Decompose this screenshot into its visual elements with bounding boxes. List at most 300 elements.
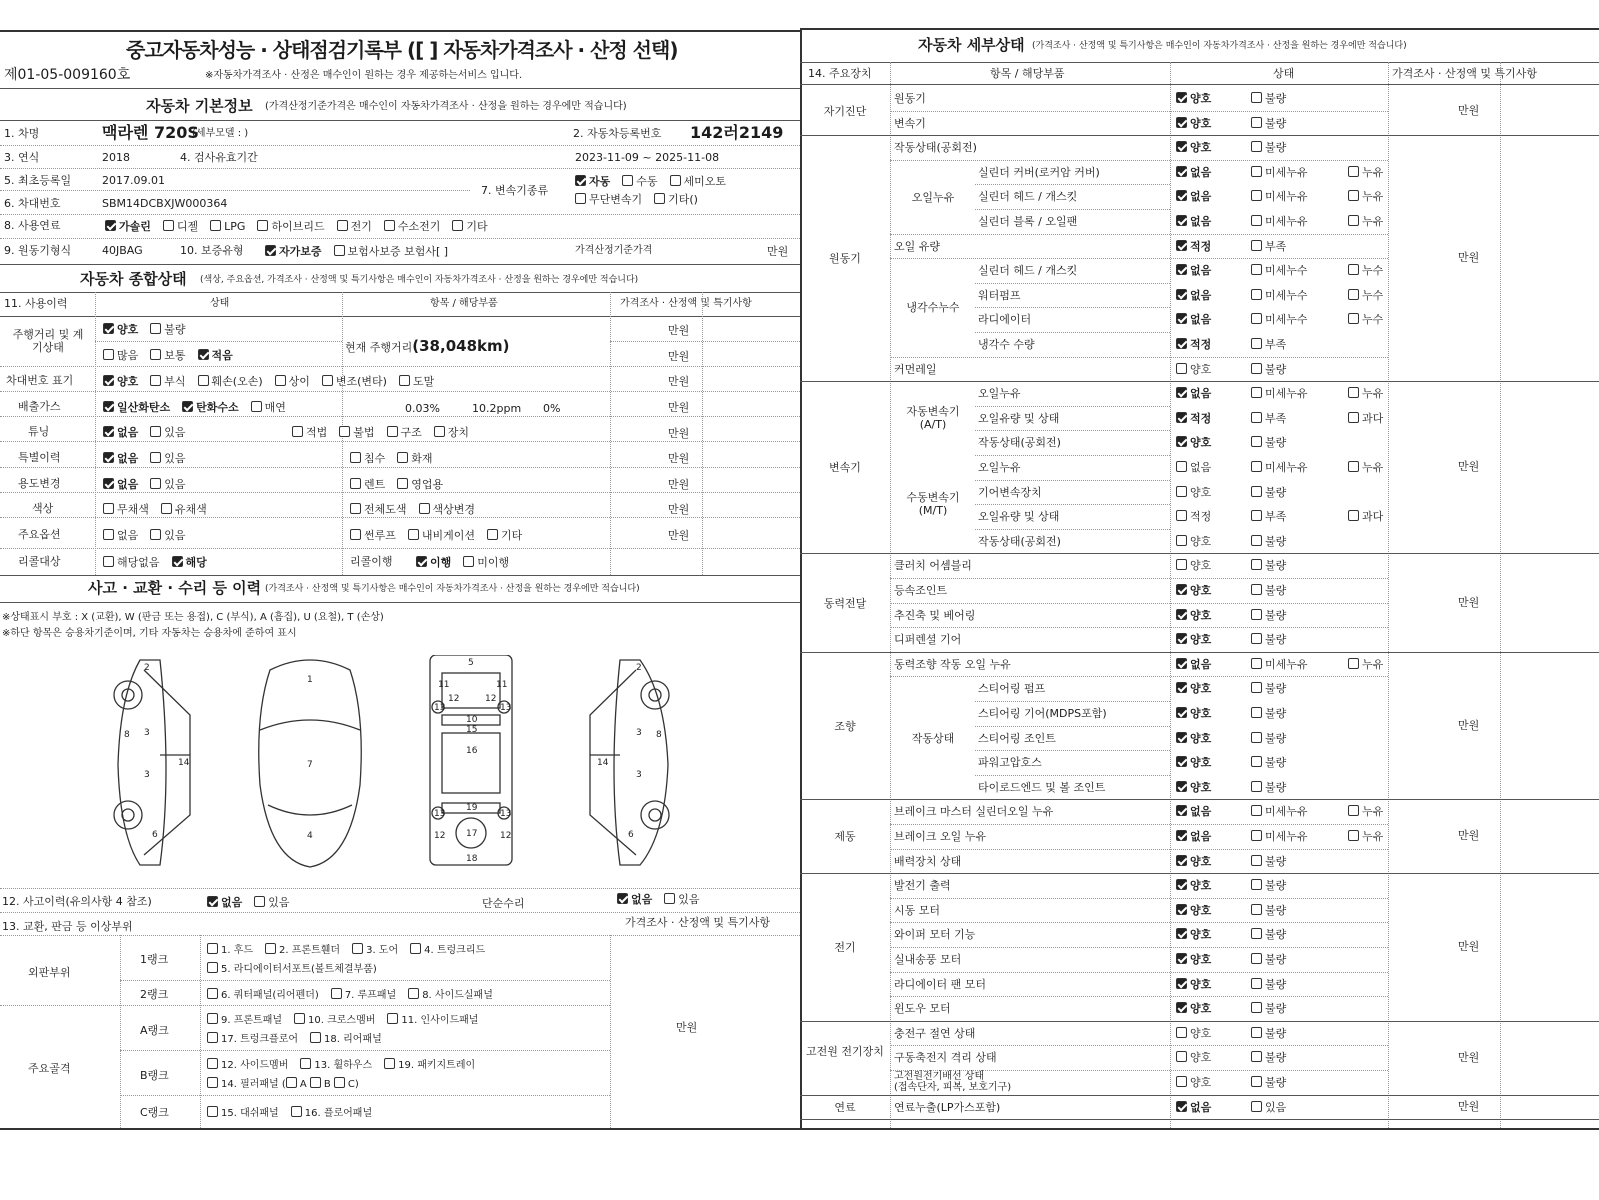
- checkbox-checked[interactable]: [172, 556, 183, 567]
- detail-state-options: [1176, 461, 1445, 473]
- group-divider: [800, 1021, 1599, 1022]
- detail-item-label: 작동상태(공회전): [978, 436, 1061, 450]
- checkbox-checked[interactable]: [617, 893, 628, 904]
- checkbox[interactable]: [1348, 313, 1359, 324]
- reg-number-label: 2. 자동차등록번호: [573, 127, 662, 140]
- checkbox-checked[interactable]: [1176, 289, 1187, 300]
- checkbox-checked[interactable]: [103, 401, 114, 412]
- detail-item-label: 오일유량 및 상태: [978, 510, 1060, 524]
- checkbox[interactable]: [1251, 781, 1262, 792]
- diagram-num: 7: [307, 760, 313, 770]
- checkbox[interactable]: [1251, 584, 1262, 595]
- checkbox[interactable]: [664, 893, 675, 904]
- mileage-label: 주행거리 및 계기상태: [12, 328, 84, 354]
- checkbox[interactable]: [1348, 830, 1359, 841]
- checkbox[interactable]: [1251, 1076, 1262, 1087]
- unit-label: 만원: [1458, 460, 1480, 474]
- checkbox-checked[interactable]: [1176, 609, 1187, 620]
- car-diagram: [100, 655, 700, 885]
- checkbox-checked[interactable]: [1176, 584, 1187, 595]
- state-option: 누유: [1348, 658, 1433, 670]
- state-option: 불량: [1251, 1027, 1336, 1039]
- state-option: 없음: [1176, 166, 1239, 178]
- state-option: 적정: [1176, 510, 1239, 522]
- checkbox[interactable]: [310, 1032, 321, 1043]
- state-option: 미세누유: [1251, 461, 1336, 473]
- checkbox-checked[interactable]: [1176, 1002, 1187, 1013]
- checkbox[interactable]: [622, 175, 633, 186]
- checkbox-checked[interactable]: [1176, 855, 1187, 866]
- checkbox[interactable]: [257, 220, 268, 231]
- checkbox[interactable]: [207, 962, 218, 973]
- col-item: 항목 / 해당부품: [430, 298, 498, 309]
- detail-item-label: 오일누유: [978, 387, 1021, 401]
- unit-label: 만원: [1458, 103, 1480, 117]
- special-options: 없음 있음: [103, 452, 198, 464]
- row-divider: [975, 480, 1170, 481]
- state-option: 없음: [1176, 313, 1239, 325]
- detail-item-label: 구동축전지 격리 상태: [894, 1051, 997, 1065]
- detail-item-label: 타이로드엔드 및 볼 조인트: [978, 780, 1106, 794]
- checkbox[interactable]: [1251, 830, 1262, 841]
- checkbox[interactable]: [1251, 732, 1262, 743]
- checkbox[interactable]: [1251, 461, 1262, 472]
- checkbox[interactable]: [452, 220, 463, 231]
- checkbox[interactable]: [161, 503, 172, 514]
- checkbox-checked[interactable]: [1176, 707, 1187, 718]
- checkbox-checked[interactable]: [1176, 732, 1187, 743]
- checkbox-checked[interactable]: [1176, 879, 1187, 890]
- checkbox[interactable]: [207, 1106, 218, 1117]
- checkbox[interactable]: [1348, 190, 1359, 201]
- state-option: 미세누유: [1251, 387, 1336, 399]
- detail-item-label: 기어변속장치: [978, 485, 1042, 499]
- diagram-num: 16: [466, 746, 478, 756]
- checkbox[interactable]: [103, 349, 114, 360]
- unit-label: 만원: [668, 324, 690, 337]
- checkbox-checked[interactable]: [1176, 953, 1187, 964]
- checkbox-checked[interactable]: [103, 426, 114, 437]
- detail-item-label: 연료누출(LP가스포함): [894, 1100, 1001, 1114]
- unit-label: 만원: [1458, 1050, 1480, 1064]
- checkbox[interactable]: [331, 988, 342, 999]
- checkbox[interactable]: [207, 1058, 218, 1069]
- state-option: 양호: [1176, 117, 1239, 129]
- checkbox[interactable]: [291, 1106, 302, 1117]
- state-option: 미세누유: [1251, 190, 1336, 202]
- state-option: 불량: [1251, 117, 1336, 129]
- accident-heading: 사고 · 교환 · 수리 등 이력: [88, 579, 262, 597]
- checkbox-checked[interactable]: [1176, 928, 1187, 939]
- diagram-num: 18: [466, 854, 478, 864]
- state-option: 미세누유: [1251, 658, 1336, 670]
- checkbox[interactable]: [350, 529, 361, 540]
- fuel-label: 8. 사용연료: [4, 219, 61, 232]
- checkbox-checked[interactable]: [1176, 830, 1187, 841]
- unit-label: 만원: [668, 427, 690, 440]
- checkbox-checked[interactable]: [1176, 313, 1187, 324]
- detail-state-options: [1176, 190, 1445, 202]
- checkbox-checked[interactable]: [1176, 436, 1187, 447]
- first-reg-label: 5. 최초등록일: [4, 174, 72, 187]
- diagram-num: 15: [466, 725, 478, 735]
- checkbox[interactable]: [207, 1077, 218, 1088]
- detail-item-label: 시동 모터: [894, 903, 941, 917]
- checkbox-checked[interactable]: [1176, 338, 1187, 349]
- detail-state-options: [1176, 928, 1348, 940]
- checkbox[interactable]: [207, 1013, 218, 1024]
- checkbox-checked[interactable]: [1176, 264, 1187, 275]
- checkbox[interactable]: [251, 401, 262, 412]
- checkbox[interactable]: [1251, 264, 1262, 275]
- diagram-num: 14: [597, 758, 609, 768]
- detail-state-options: [1176, 1002, 1348, 1014]
- mileage-state-1: 양호 불량: [103, 323, 198, 335]
- checkbox-checked[interactable]: [1176, 756, 1187, 767]
- checkbox[interactable]: [1251, 141, 1262, 152]
- state-option: 양호: [1176, 928, 1239, 940]
- row-divider: [890, 996, 1388, 997]
- checkbox[interactable]: [265, 943, 276, 954]
- checkbox[interactable]: [1251, 240, 1262, 251]
- state-option: 있음: [1251, 1101, 1336, 1113]
- checkbox[interactable]: [1176, 1076, 1187, 1087]
- checkbox[interactable]: [1348, 387, 1359, 398]
- checkbox[interactable]: [254, 896, 265, 907]
- checkbox[interactable]: [1251, 289, 1262, 300]
- checkbox[interactable]: [1251, 559, 1262, 570]
- checkbox[interactable]: [1251, 313, 1262, 324]
- checkbox[interactable]: [1251, 682, 1262, 693]
- checkbox-checked[interactable]: [1176, 166, 1187, 177]
- checkbox[interactable]: [1348, 412, 1359, 423]
- checkbox-checked[interactable]: [416, 556, 427, 567]
- checkbox[interactable]: [1348, 215, 1359, 226]
- checkbox[interactable]: [1251, 978, 1262, 989]
- detail-item-label: 발전기 출력: [894, 879, 951, 893]
- checkbox[interactable]: [150, 452, 161, 463]
- checkbox[interactable]: [1348, 510, 1359, 521]
- checkbox-checked[interactable]: [198, 349, 209, 360]
- checkbox[interactable]: [292, 426, 303, 437]
- warranty-options: 자가보증 보험사보증 보험사[ ]: [265, 245, 460, 257]
- checkbox-checked[interactable]: [103, 478, 114, 489]
- checkbox[interactable]: [350, 478, 361, 489]
- checkbox-checked[interactable]: [1176, 387, 1187, 398]
- checkbox[interactable]: [1251, 387, 1262, 398]
- checkbox[interactable]: [1176, 559, 1187, 570]
- checkbox[interactable]: [387, 1013, 398, 1024]
- checkbox-checked[interactable]: [103, 452, 114, 463]
- checkbox[interactable]: [1251, 117, 1262, 128]
- unit-label: 만원: [668, 503, 690, 516]
- checkbox-checked[interactable]: [265, 245, 276, 256]
- detail-state-options: [1176, 240, 1348, 252]
- checkbox[interactable]: [1251, 1101, 1262, 1112]
- row-divider: [890, 357, 1388, 358]
- rank-1-items-2: 5. 라디에이터서포트(볼트체결부품): [207, 962, 389, 975]
- checkbox[interactable]: [1176, 486, 1187, 497]
- transmission-options-1: 자동 수동 세미오토: [575, 175, 738, 187]
- checkbox[interactable]: [1251, 166, 1262, 177]
- diagram-num: 19: [466, 803, 478, 813]
- state-option: 불량: [1251, 756, 1336, 768]
- state-option: 없음: [1176, 190, 1239, 202]
- state-option: 불량: [1251, 633, 1336, 645]
- detail-item-label: 실내송풍 모터: [894, 953, 962, 966]
- recall-done-label: 리콜이행: [350, 555, 393, 568]
- checkbox-checked[interactable]: [1176, 190, 1187, 201]
- checkbox[interactable]: [198, 375, 209, 386]
- checkbox[interactable]: [397, 452, 408, 463]
- checkbox[interactable]: [1251, 855, 1262, 866]
- checkbox[interactable]: [1251, 363, 1262, 374]
- checkbox[interactable]: [350, 452, 361, 463]
- checkbox-checked[interactable]: [1176, 978, 1187, 989]
- detail-item-label: 파워고압호스: [978, 756, 1042, 770]
- row-divider: [890, 676, 1388, 677]
- state-option: 없음: [1176, 658, 1239, 670]
- checkbox[interactable]: [1251, 190, 1262, 201]
- checkbox[interactable]: [410, 943, 421, 954]
- checkbox[interactable]: [334, 1077, 345, 1088]
- detail-item-label: 클러치 어셈블리: [894, 559, 972, 573]
- state-option: 없음: [1176, 289, 1239, 301]
- vin-mark-options: 양호 부식 훼손(오손) 상이 변조(변타) 도말: [103, 375, 446, 387]
- checkbox[interactable]: [103, 503, 114, 514]
- detail-state-options: [1176, 559, 1348, 571]
- checkbox-checked[interactable]: [1176, 141, 1187, 152]
- vin-mark-label: 차대번호 표기: [6, 374, 74, 387]
- detail-state-options: [1176, 486, 1348, 498]
- detail-state-options: [1176, 1027, 1348, 1039]
- checkbox-checked[interactable]: [1176, 215, 1187, 226]
- checkbox[interactable]: [1251, 928, 1262, 939]
- checkbox[interactable]: [339, 426, 350, 437]
- checkbox-checked[interactable]: [207, 896, 218, 907]
- checkbox[interactable]: [150, 426, 161, 437]
- checkbox[interactable]: [207, 943, 218, 954]
- state-option: 양호: [1176, 855, 1239, 867]
- state-option: 불량: [1251, 855, 1336, 867]
- checkbox[interactable]: [384, 1058, 395, 1069]
- diagram-num: 8: [124, 730, 130, 740]
- checkbox-checked[interactable]: [182, 401, 193, 412]
- detail-state-options: [1176, 879, 1348, 891]
- detail-item-label: 스티어링 기어(MDPS포함): [978, 707, 1107, 720]
- checkbox[interactable]: [1251, 412, 1262, 423]
- diagram-num: 2: [636, 663, 642, 673]
- checkbox[interactable]: [1348, 805, 1359, 816]
- checkbox[interactable]: [654, 193, 665, 204]
- checkbox[interactable]: [1348, 166, 1359, 177]
- checkbox[interactable]: [1251, 1027, 1262, 1038]
- detail-state-options: [1176, 215, 1445, 227]
- unit-label: 만원: [1458, 595, 1480, 609]
- checkbox[interactable]: [487, 529, 498, 540]
- checkbox[interactable]: [286, 1077, 297, 1088]
- checkbox[interactable]: [408, 988, 419, 999]
- checkbox[interactable]: [150, 375, 161, 386]
- checkbox[interactable]: [1251, 510, 1262, 521]
- state-option: 양호: [1176, 92, 1239, 104]
- state-option: 누유: [1348, 830, 1433, 842]
- checkbox[interactable]: [670, 175, 681, 186]
- basic-info-heading: 자동차 기본정보: [146, 97, 253, 115]
- checkbox-checked[interactable]: [575, 175, 586, 186]
- checkbox[interactable]: [1251, 953, 1262, 964]
- checkbox-checked[interactable]: [103, 323, 114, 334]
- checkbox[interactable]: [1348, 289, 1359, 300]
- checkbox[interactable]: [1176, 1051, 1187, 1062]
- checkbox[interactable]: [300, 1058, 311, 1069]
- checkbox[interactable]: [150, 323, 161, 334]
- checkbox-checked[interactable]: [1176, 1101, 1187, 1112]
- checkbox[interactable]: [1251, 707, 1262, 718]
- checkbox[interactable]: [397, 478, 408, 489]
- diagram-num: 2: [144, 663, 150, 673]
- group-divider: [800, 381, 1599, 382]
- state-option: 양호: [1176, 633, 1239, 645]
- checkbox-checked[interactable]: [105, 220, 116, 231]
- diagram-num: 6: [628, 830, 634, 840]
- checkbox[interactable]: [207, 1032, 218, 1043]
- diagram-num: 13: [434, 809, 446, 819]
- state-option: 양호: [1176, 978, 1239, 990]
- detail-heading: 자동차 세부상태: [918, 36, 1025, 54]
- checkbox[interactable]: [1348, 264, 1359, 275]
- detail-state-options: [1176, 732, 1348, 744]
- state-option: 과다: [1348, 510, 1433, 522]
- checkbox[interactable]: [150, 349, 161, 360]
- group-divider: [800, 553, 1599, 554]
- checkbox[interactable]: [150, 478, 161, 489]
- checkbox[interactable]: [207, 988, 218, 999]
- sub-group-label: 냉각수누수: [906, 301, 960, 315]
- checkbox[interactable]: [103, 556, 114, 567]
- row-divider: [975, 455, 1170, 456]
- main-option-options: 없음 있음: [103, 529, 198, 541]
- special-history-label: 특별이력: [18, 451, 61, 464]
- checkbox[interactable]: [1251, 609, 1262, 620]
- checkbox[interactable]: [387, 426, 398, 437]
- emission-label: 배출가스: [18, 400, 61, 413]
- detail-item-label: 작동상태(공회전): [978, 534, 1061, 548]
- engine-type-value: 40JBAG: [102, 244, 143, 257]
- checkbox[interactable]: [1251, 879, 1262, 890]
- price-basis-label: 가격산정기준가격: [575, 245, 653, 256]
- checkbox[interactable]: [1348, 461, 1359, 472]
- checkbox[interactable]: [1251, 535, 1262, 546]
- diagram-num: 14: [178, 758, 190, 768]
- state-option: 불량: [1251, 609, 1336, 621]
- checkbox[interactable]: [1348, 658, 1359, 669]
- car-name-label: 1. 차명: [4, 127, 40, 140]
- checkbox[interactable]: [334, 245, 345, 256]
- checkbox[interactable]: [1251, 215, 1262, 226]
- checkbox[interactable]: [322, 375, 333, 386]
- checkbox[interactable]: [399, 375, 410, 386]
- emission-options: 일산화탄소 탄화수소 매연: [103, 401, 298, 413]
- checkbox[interactable]: [1176, 363, 1187, 374]
- checkbox-checked[interactable]: [1176, 781, 1187, 792]
- unit-label: 만원: [1458, 251, 1480, 265]
- checkbox-checked[interactable]: [1176, 682, 1187, 693]
- diagram-num: 3: [636, 728, 642, 738]
- checkbox[interactable]: [1176, 510, 1187, 521]
- detail-item-label: 브레이크 오일 누유: [894, 830, 987, 843]
- state-option: 불량: [1251, 928, 1336, 940]
- checkbox[interactable]: [434, 426, 445, 437]
- state-option: 없음: [1176, 215, 1239, 227]
- year-value: 2018: [102, 151, 130, 164]
- detail-item-label: 원동기: [894, 92, 926, 105]
- checkbox-checked[interactable]: [103, 375, 114, 386]
- checkbox[interactable]: [1251, 436, 1262, 447]
- checkbox-checked[interactable]: [1176, 412, 1187, 423]
- checkbox[interactable]: [103, 529, 114, 540]
- detail-item-label: 브레이크 마스터 실린더오일 누유: [894, 805, 1054, 819]
- checkbox-checked[interactable]: [1176, 240, 1187, 251]
- checkbox-checked[interactable]: [1176, 904, 1187, 915]
- checkbox[interactable]: [310, 1077, 321, 1088]
- checkbox[interactable]: [1251, 1002, 1262, 1013]
- doc-number: 제01-05-009160호: [4, 67, 131, 83]
- checkbox-checked[interactable]: [1176, 658, 1187, 669]
- checkbox[interactable]: [1176, 1027, 1187, 1038]
- inspection-valid-value: 2023-11-09 ~ 2025-11-08: [575, 151, 720, 164]
- checkbox[interactable]: [1251, 1051, 1262, 1062]
- checkbox[interactable]: [1251, 92, 1262, 103]
- checkbox[interactable]: [463, 556, 474, 567]
- checkbox[interactable]: [294, 1013, 305, 1024]
- checkbox[interactable]: [1251, 904, 1262, 915]
- checkbox-checked[interactable]: [1176, 92, 1187, 103]
- checkbox[interactable]: [1251, 756, 1262, 767]
- state-option: 미세누유: [1251, 215, 1336, 227]
- checkbox[interactable]: [384, 220, 395, 231]
- accident-note: (가격조사 · 산정액 및 특기사항은 매수인이 자동차가격조사 · 산정을 원하는 경우에만 적습니다): [265, 584, 640, 594]
- detail-state-options: [1176, 1101, 1348, 1113]
- checkbox[interactable]: [163, 220, 174, 231]
- checkbox[interactable]: [337, 220, 348, 231]
- checkbox[interactable]: [350, 503, 361, 514]
- diagram-num: 12: [500, 831, 512, 841]
- checkbox[interactable]: [1251, 633, 1262, 644]
- checkbox[interactable]: [575, 193, 586, 204]
- checkbox[interactable]: [1251, 658, 1262, 669]
- checkbox[interactable]: [1251, 486, 1262, 497]
- checkbox-checked[interactable]: [1176, 117, 1187, 128]
- frame-label: 주요골격: [28, 1062, 71, 1075]
- checkbox[interactable]: [352, 943, 363, 954]
- checkbox[interactable]: [275, 375, 286, 386]
- detail-state-options: [1176, 904, 1348, 916]
- recall-options: 해당없음 해당: [103, 556, 219, 568]
- unit-label: 만원: [676, 1021, 698, 1034]
- checkbox[interactable]: [1251, 805, 1262, 816]
- checkbox[interactable]: [1176, 535, 1187, 546]
- checkbox[interactable]: [1176, 461, 1187, 472]
- checkbox[interactable]: [1251, 338, 1262, 349]
- checkbox-checked[interactable]: [1176, 805, 1187, 816]
- checkbox[interactable]: [419, 503, 430, 514]
- checkbox-checked[interactable]: [1176, 633, 1187, 644]
- checkbox[interactable]: [408, 529, 419, 540]
- checkbox[interactable]: [210, 220, 221, 231]
- detail-state-options: [1176, 633, 1348, 645]
- checkbox[interactable]: [150, 529, 161, 540]
